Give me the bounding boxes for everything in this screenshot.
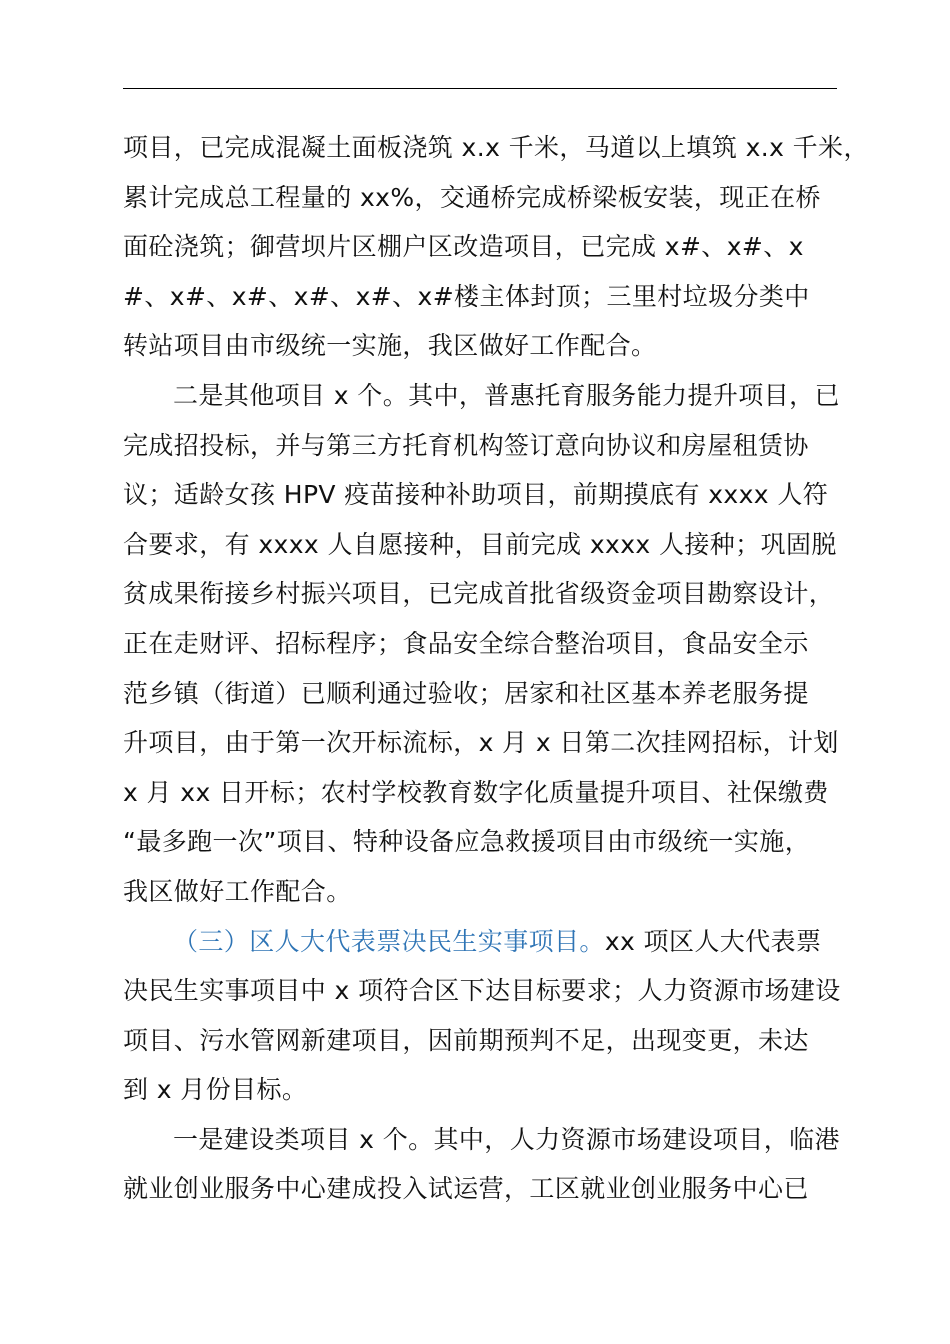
text-line: 完成招投标，并与第三方托育机构签订意向协议和房屋租赁协 [123, 430, 809, 460]
text-line: 项目、污水管网新建项目，因前期预判不足，出现变更，未达 [123, 1025, 809, 1055]
document-body [123, 123, 869, 1214]
text-line: x 月 xx 日开标；农村学校教育数字化质量提升项目、社保缴费 [123, 777, 829, 807]
text-line: 就业创业服务中心建成投入试运营，工区就业创业服务中心已 [123, 1174, 809, 1204]
text-line: 合要求，有 xxxx 人自愿接种，目前完成 xxxx 人接种；巩固脱 [123, 529, 837, 559]
text-line: 项目，已完成混凝土面板浇筑 x.x 千米，马道以上填筑 x.x 千米， [123, 133, 869, 162]
text-line: 面砼浇筑；御营坝片区棚户区改造项目，已完成 x#、x#、x [123, 232, 804, 262]
section-heading: （三）区人大代表票决民生实事项目。 [173, 926, 605, 956]
text-line: 转站项目由市级统一实施，我区做好工作配合。 [123, 331, 657, 361]
text-line: xx 项区人大代表票 [604, 926, 822, 956]
text-line: 贫成果衔接乡村振兴项目，已完成首批省级资金项目勘察设计， [123, 579, 835, 609]
text-line: 升项目，由于第一次开标流标，x 月 x 日第二次挂网招标，计划 [123, 728, 839, 758]
text-line: 范乡镇（街道）已顺利通过验收；居家和社区基本养老服务提 [123, 678, 809, 708]
section-heading-line [123, 917, 843, 967]
text-line: 决民生实事项目中 x 项符合区下达目标要求；人力资源市场建设 [123, 976, 841, 1006]
paragraph-start-line: 二是其他项目 x 个。其中，普惠托育服务能力提升项目，已 [173, 380, 840, 410]
text-line: 我区做好工作配合。 [123, 876, 352, 906]
text-line: 正在走财评、招标程序；食品安全综合整治项目，食品安全示 [123, 628, 809, 658]
text-line: “最多跑一次”项目、特种设备应急救援项目由市级统一实施， [123, 827, 811, 857]
header-rule [123, 88, 837, 89]
text-line: #、x#、x#、x#、x#、x#楼主体封顶；三里村垃圾分类中 [123, 281, 810, 311]
text-line: 到 x 月份目标。 [123, 1075, 308, 1105]
text-line: 累计完成总工程量的 xx%，交通桥完成桥梁板安装，现正在桥 [123, 182, 821, 212]
paragraph-start-line: 一是建设类项目 x 个。其中，人力资源市场建设项目，临港 [173, 1124, 840, 1154]
text-line: 议；适龄女孩 HPV 疫苗接种补助项目，前期摸底有 xxxx 人符 [123, 480, 829, 510]
